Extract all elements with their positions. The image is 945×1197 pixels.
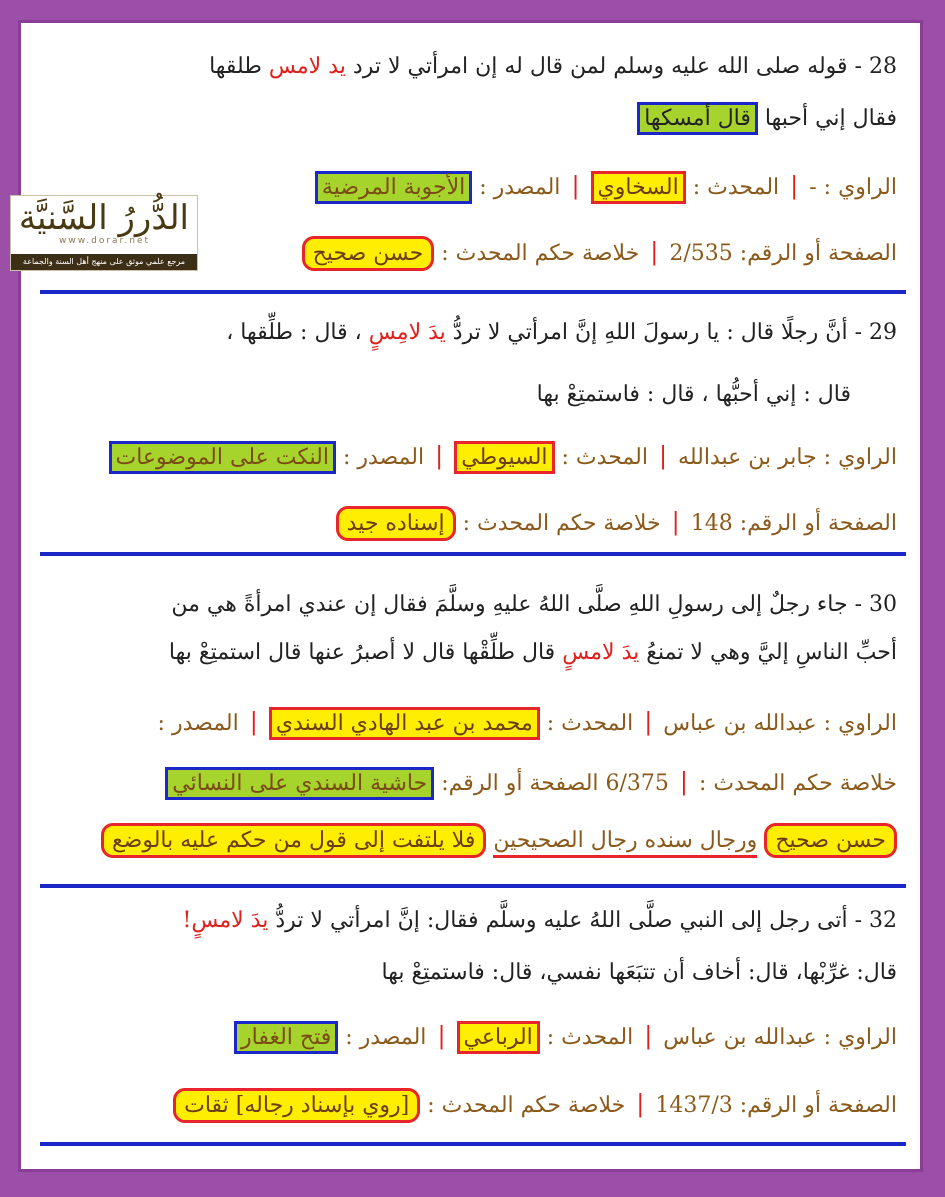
ruling-value: إسناده جيد: [336, 506, 456, 541]
page-value: 6/375: [605, 771, 669, 796]
source-value: فتح الغفار: [234, 1021, 338, 1054]
ruling-label: خلاصة حكم المحدث :: [427, 1093, 626, 1118]
source-value: حاشية السندي على النسائي: [165, 767, 434, 800]
page-label: الصفحة أو الرقم:: [739, 511, 897, 536]
muhaddith-label: المحدث :: [561, 445, 648, 470]
hadith-text-line-1: [48, 320, 897, 345]
hadith-text-line-2: [48, 640, 897, 665]
hadith-text: فقال إني أحبها: [764, 106, 897, 131]
page-label: الصفحة أو الرقم:: [739, 241, 897, 266]
rawi-value: جابر بن عبدالله: [678, 445, 817, 470]
hadith-text-line-1: [48, 908, 897, 933]
hadith-text-line-2: [48, 382, 851, 407]
hadith-entry-30: [34, 558, 911, 888]
hadith-text: ، قال : طلِّقها ،: [226, 320, 362, 345]
logo-url: www.dorar.net: [59, 236, 151, 246]
ruling-label: خلاصة حكم المحدث :: [441, 241, 640, 266]
hadith-text: 28 - قوله صلى الله عليه وسلم لمن قال له إن امرأتي لا ترد: [352, 54, 897, 79]
ruling-value: حسن صحيح: [764, 823, 897, 858]
divider: [40, 552, 906, 556]
hadith-entry-32: [34, 890, 911, 1160]
hadith-text: 32 - أتى رجل إلى النبي صلَّى اللهُ عليه وسلَّم فقال: إنَّ امرأتي لا تردُّ: [275, 908, 897, 933]
source-label: المصدر :: [157, 711, 239, 736]
hadith-text: طلقها: [209, 54, 262, 79]
hadith-text: قال: غرِّبْها، قال: أخاف أن تتبَعَها نفسي، قال: فاستمتِعْ بها: [381, 960, 897, 985]
rawi-value: عبدالله بن عباس: [663, 1025, 817, 1050]
hadith-text-line-2: [48, 960, 897, 985]
keyword-highlight: يدَ لامِسٍ: [368, 320, 446, 345]
divider: [40, 884, 906, 888]
boxed-phrase: قال أمسكها: [637, 102, 758, 135]
rawi-label: الراوي :: [823, 445, 897, 470]
ruling-extra: ورجال سنده رجال الصحيحين: [493, 828, 757, 858]
rawi-label: الراوي :: [823, 711, 897, 736]
muhaddith-label: المحدث :: [692, 175, 780, 200]
source-label: المصدر :: [345, 1025, 427, 1050]
dorar-logo: [10, 195, 198, 271]
keyword-highlight: يد لامس: [268, 54, 346, 79]
page-value: 1437/3: [655, 1093, 733, 1118]
muhaddith-value: السخاوي: [591, 171, 686, 204]
source-value: الأجوبة المرضية: [315, 171, 472, 204]
hadith-text-line-1: [48, 592, 897, 617]
muhaddith-value: السيوطي: [454, 441, 554, 474]
logo-text: الدُّررُ السَّنيَّة: [18, 198, 189, 238]
ruling-value: حسن صحيح: [302, 236, 435, 271]
hadith-text-line-1: [48, 54, 897, 79]
source-page-line: خلاصة حكم المحدث : | 6/375 الصفحة أو الرقم: حاشية السندي على النسائي: [48, 768, 897, 796]
narrator-line: الراوي : عبدالله بن عباس | المحدث : الرباعي | المصدر : فتح الغفار: [48, 1022, 897, 1050]
page-label: الصفحة أو الرقم:: [739, 1093, 897, 1118]
rawi-label: الراوي :: [823, 175, 897, 200]
ruling-line: الصفحة أو الرقم: 2/535 | خلاصة حكم المحدث : حسن صحيح: [48, 238, 897, 266]
ruling-label: خلاصة حكم المحدث :: [462, 511, 661, 536]
narrator-line: الراوي : جابر بن عبدالله | المحدث : السيوطي | المصدر : النكت على الموضوعات: [48, 442, 897, 470]
keyword-highlight: يدَ لامسٍ!: [182, 908, 269, 933]
narrator-line: الراوي : - | المحدث : السخاوي | المصدر : الأجوبة المرضية: [48, 172, 897, 200]
rawi-label: الراوي :: [823, 1025, 897, 1050]
ruling-note: فلا يلتفت إلى قول من حكم عليه بالوضع: [101, 823, 486, 858]
hadith-text-line-2: [48, 106, 897, 131]
source-label: المصدر :: [342, 445, 425, 470]
narrator-line: الراوي : عبدالله بن عباس | المحدث : محمد بن عبد الهادي السندي | المصدر :: [48, 708, 897, 736]
hadith-text: قال : إني أحبُّها ، قال : فاستمتِعْ بها: [536, 382, 851, 407]
hadith-text: 29 - أنَّ رجلًا قال : يا رسولَ اللهِ إنَّ امرأتي لا تردُّ: [452, 320, 897, 345]
ruling-value: [روي بإسناد رجاله] ثقات: [173, 1088, 420, 1123]
hadith-text: أحبِّ الناسِ إليَّ وهي لا تمنعُ: [646, 640, 897, 665]
divider: [40, 1142, 906, 1146]
ruling-line: الصفحة أو الرقم: 1437/3 | خلاصة حكم المحدث : [روي بإسناد رجاله] ثقات: [48, 1090, 897, 1118]
keyword-highlight: يدَ لامسٍ: [562, 640, 640, 665]
page-value: 148: [690, 511, 733, 536]
muhaddith-label: المحدث :: [546, 1025, 634, 1050]
hadith-text: 30 - جاء رجلٌ إلى رسولِ اللهِ صلَّى اللهُ عليهِ وسلَّمَ فقال إن عندي امرأةً هي من: [171, 592, 897, 617]
rawi-value: عبدالله بن عباس: [663, 711, 817, 736]
muhaddith-label: المحدث :: [546, 711, 634, 736]
divider: [40, 290, 906, 294]
rawi-value: -: [809, 175, 817, 200]
hadith-text: قال طلِّقْها قال لا أصبرُ عنها قال استمتِعْ بها: [168, 640, 556, 665]
muhaddith-value: محمد بن عبد الهادي السندي: [269, 707, 540, 740]
hadith-entry-29: [34, 296, 911, 556]
ruling-label: خلاصة حكم المحدث :: [699, 771, 897, 796]
source-value: النكت على الموضوعات: [109, 441, 336, 474]
page-label: الصفحة أو الرقم:: [441, 771, 599, 796]
muhaddith-value: الرباعي: [457, 1021, 540, 1054]
ruling-line: الصفحة أو الرقم: 148 | خلاصة حكم المحدث : إسناده جيد: [48, 508, 897, 536]
logo-tagline: مرجع علمي موثق على منهج أهل السنة والجماعة: [11, 254, 197, 270]
page-value: 2/535: [669, 241, 733, 266]
ruling-line: [48, 828, 897, 853]
source-label: المصدر :: [479, 175, 561, 200]
